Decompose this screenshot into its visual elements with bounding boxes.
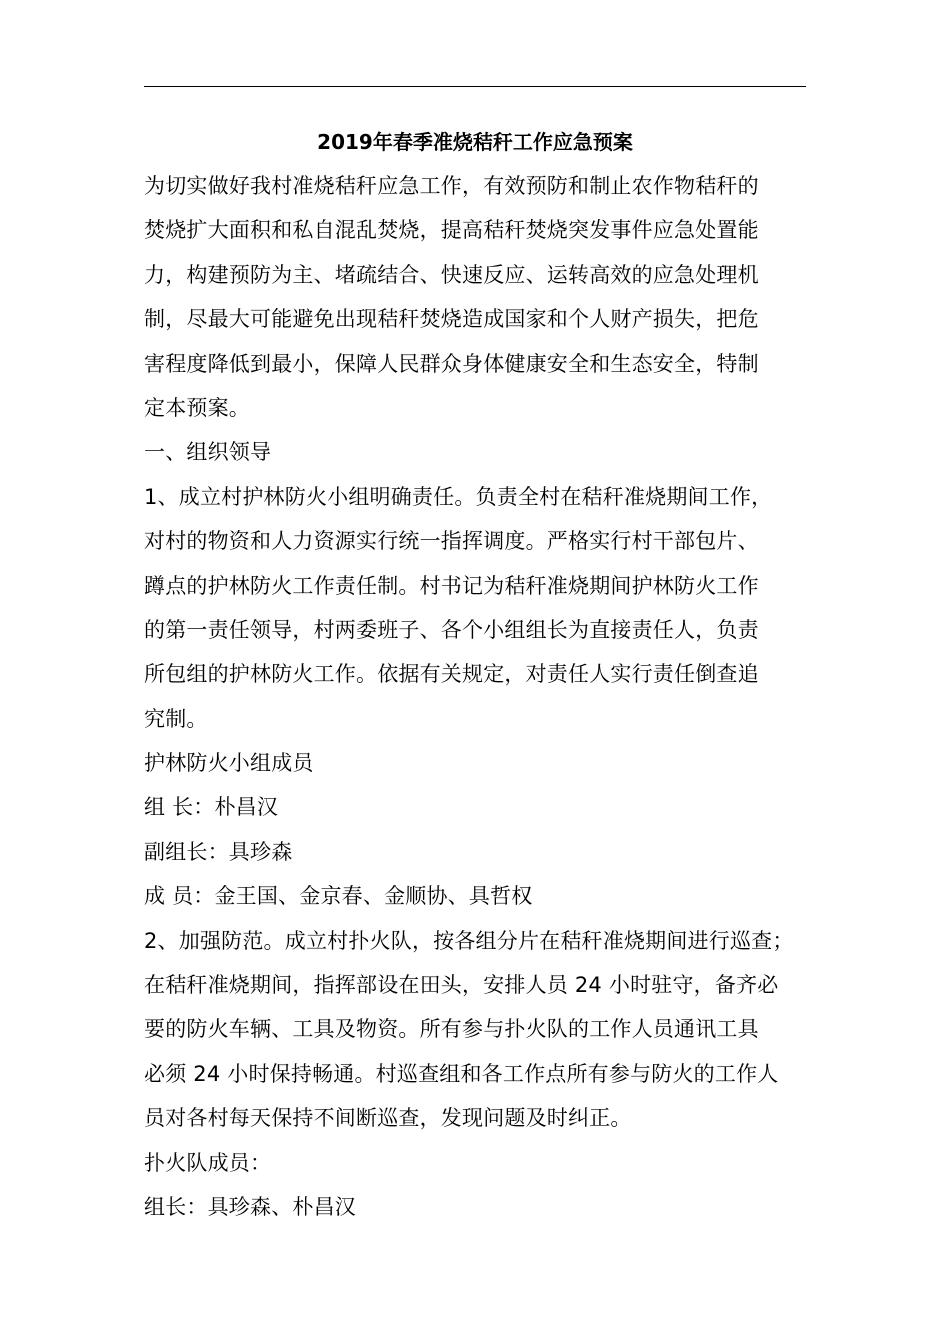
member-list-heading: 扑火队成员： <box>144 1150 272 1175</box>
body-line: 焚烧扩大面积和私自混乱焚烧，提高秸秆焚烧突发事件应急处置能 <box>144 218 759 243</box>
body-line: 的第一责任领导，村两委班子、各个小组组长为直接责任人，负责 <box>144 617 759 642</box>
document-title: 2019年春季准烧秸秆工作应急预案 <box>317 130 633 154</box>
body-line: 在秸秆准烧期间，指挥部设在田头，安排人员 24 小时驻守，备齐必 <box>144 973 779 998</box>
body-line: 必须 24 小时保持畅通。村巡查组和各工作点所有参与防火的工作人 <box>144 1061 779 1086</box>
body-line: 1、成立村护林防火小组明确责任。负责全村在秸秆准烧期间工作， <box>144 484 773 509</box>
body-line: 2、加强防范。成立村扑火队，按各组分片在秸秆准烧期间进行巡查； <box>144 928 794 953</box>
header-rule <box>144 86 806 87</box>
member-line: 成 员：金王国、金京春、金顺协、具哲权 <box>144 884 533 909</box>
body-line: 害程度降低到最小，保障人民群众身体健康安全和生态安全，特制 <box>144 351 759 376</box>
member-line: 副组长：具珍森 <box>144 839 293 864</box>
member-line: 组 长：朴昌汉 <box>144 795 279 820</box>
member-list-heading: 护林防火小组成员 <box>144 751 314 776</box>
body-line: 所包组的护林防火工作。依据有关规定，对责任人实行责任倒查追 <box>144 662 759 687</box>
body-line: 力，构建预防为主、堵疏结合、快速反应、运转高效的应急处理机 <box>144 262 759 287</box>
body-line: 究制。 <box>144 706 208 731</box>
body-line: 要的防火车辆、工具及物资。所有参与扑火队的工作人员通讯工具 <box>144 1017 759 1042</box>
section-heading: 一、组织领导 <box>144 440 272 465</box>
body-line: 员对各村每天保持不间断巡查，发现问题及时纠正。 <box>144 1106 632 1131</box>
body-line: 定本预案。 <box>144 395 250 420</box>
body-line: 对村的物资和人力资源实行统一指挥调度。严格实行村干部包片、 <box>144 529 759 554</box>
body-line: 蹲点的护林防火工作责任制。村书记为秸秆准烧期间护林防火工作 <box>144 573 759 598</box>
member-line: 组长：具珍森、朴昌汉 <box>144 1194 356 1219</box>
body-line: 制，尽最大可能避免出现秸秆焚烧造成国家和个人财产损失，把危 <box>144 307 759 332</box>
document-body <box>144 164 806 1229</box>
body-line: 为切实做好我村准烧秸秆应急工作，有效预防和制止农作物秸秆的 <box>144 174 759 198</box>
